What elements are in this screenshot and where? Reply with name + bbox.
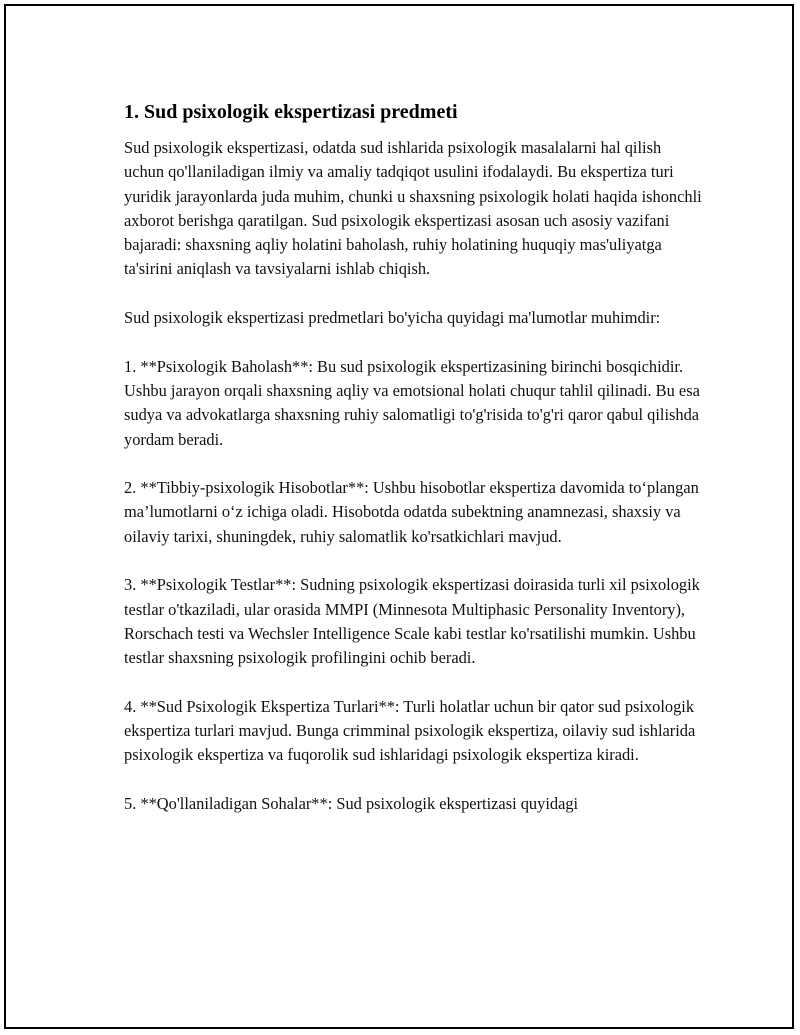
list-item-medical-reports: 2. **Tibbiy-psixologik Hisobotlar**: Ushbu hisobotlar ekspertiza davomida to‘plangan ma’lumotlarni o‘z ichiga oladi. Hisobotda odatda subektning anamnezasi, shaxsiy va oilaviy tarixi, shuningdek, ruhiy salomatlik ko'rsatkichlari mavjud. <box>124 478 699 546</box>
list-item-application-areas: 5. **Qo'llaniladigan Sohalar**: Sud psixologik ekspertizasi quyidagi <box>124 794 579 814</box>
list-item-expertise-types: 4. **Sud Psixologik Ekspertiza Turlari**: Turli holatlar uchun bir qator sud psixologik ekspertiza turlari mavjud. Bunga crimminal psixologik ekspertiza, oilaviy sud ishlarida psixologik ekspertiza va fuqorolik sud ishlaridagi psixologik ekspertiza kiradi. <box>124 696 696 765</box>
document-body <box>124 98 704 841</box>
page-frame <box>4 4 794 1029</box>
list-item-psychological-assessment: 1. **Psixologik Baholash**: Bu sud psixologik ekspertizasining birinchi bosqichidir. Ushbu jarayon orqali shaxsning aqliy va emotsional holati chuqur tahlil qilinadi. Bu esa sudya va advokatlarga shaxsning ruhiy salomatligi to'g'risida to'g'ri qaror qabul qilishda yordam beradi. <box>124 356 700 449</box>
section-heading: 1. Sud psixologik ekspertizasi predmeti <box>124 101 458 123</box>
list-item-psychological-tests: 3. **Psixologik Testlar**: Sudning psixologik ekspertizasi doirasida turli xil psixologik testlar o'tkaziladi, ular orasida MMPI (Minnesota Multiphasic Personality Inventory), Rorschach testi va Wechsler Intelligence Scale kabi testlar ko'rsatilishi mumkin. Ushbu testlar shaxsning psixologik profilingini ochib beradi. <box>124 575 700 668</box>
subject-list-intro: Sud psixologik ekspertizasi predmetlari bo'yicha quyidagi ma'lumotlar muhimdir: <box>124 308 661 328</box>
intro-paragraph: Sud psixologik ekspertizasi, odatda sud ishlarida psixologik masalalarni hal qilish uchun qo'llaniladigan ilmiy va amaliy tadqiqot usulini ifodalaydi. Bu ekspertiza turi yuridik jarayonlarda juda muhim, chunki u shaxsning psixologik holati haqida ishonchli axborot berishga qaratilgan. Sud psixologik ekspertizasi asosan uch asosiy vazifani bajaradi: shaxsning aqliy holatini baholash, ruhiy holatining huquqiy mas'uliyatga ta'sirini aniqlash va tavsiyalarni ishlab chiqish. <box>124 138 702 279</box>
